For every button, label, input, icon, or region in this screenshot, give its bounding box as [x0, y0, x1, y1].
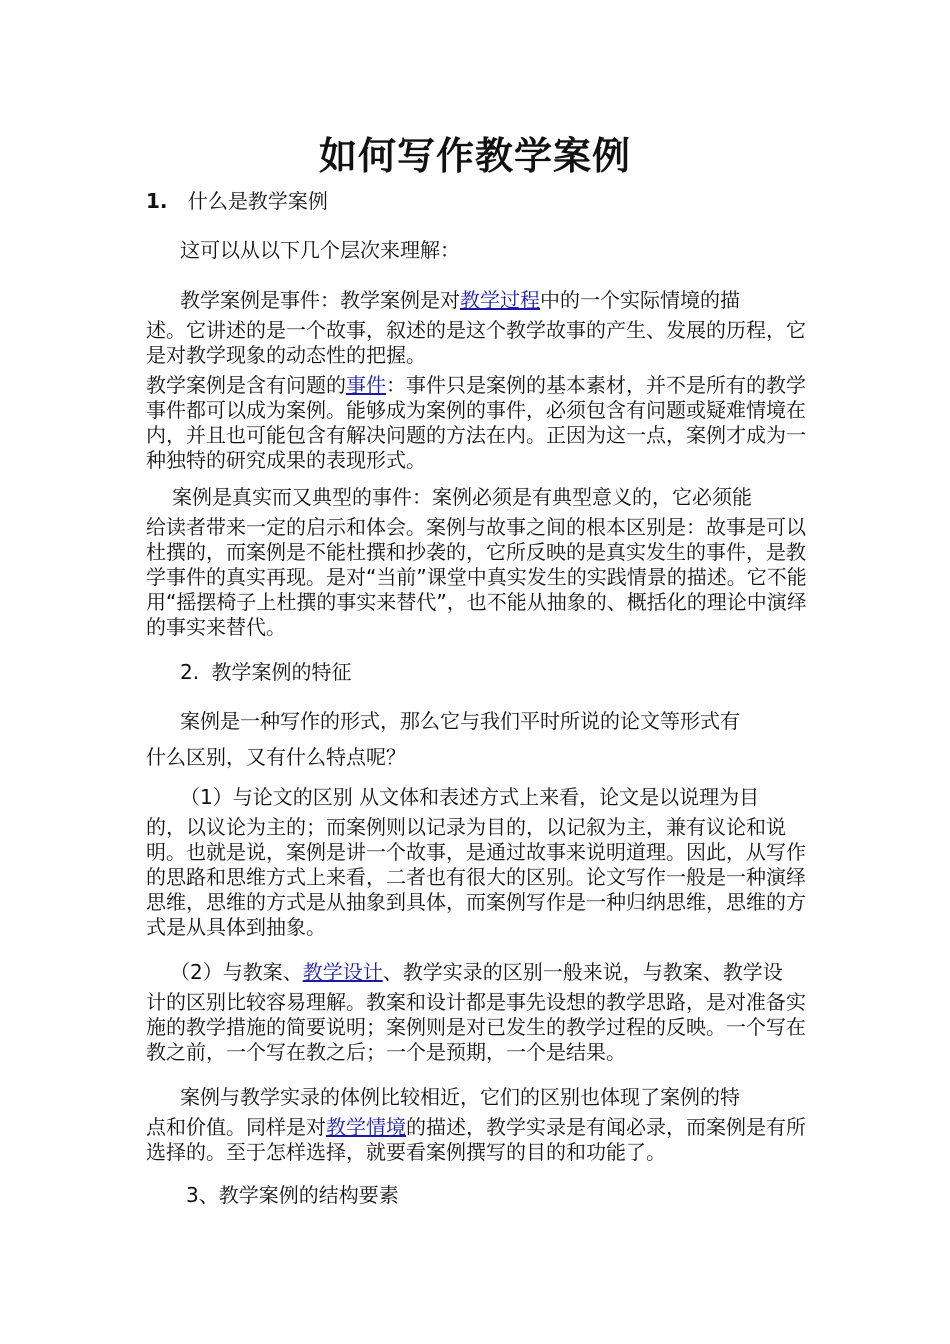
paragraph-thesis-body: 的，以议论为主的；而案例则以记录为目的，以记叙为主，兼有议论和说明。也就是说，案例是讲一个故事，是通过故事来说明道理。因此，从写作的思路和思维方式上来看，二者也有很大的区别。论文写作一般是一种演绎思维，思维的方式是从抽象到具体，而案例写作是一种归纳思维，思维的方式是从具体到抽象。: [146, 815, 806, 939]
paragraph-event-text: 教学案例是事件：教学案例是对: [180, 288, 460, 312]
paragraph-problem-text: 教学案例是含有问题的: [146, 373, 346, 397]
paragraph-real-typical: [146, 479, 808, 640]
paragraph-event-first-line: [146, 282, 808, 318]
paragraph-event-body: 述。它讲述的是一个故事，叙述的是这个教学故事的产生、发展的历程，它是对教学现象的动态性的把握。: [146, 318, 806, 367]
paragraph-design-first-line: [146, 954, 808, 990]
paragraph-vs-thesis: [146, 779, 808, 940]
paragraph-event-text-cont: 中的一个实际情境的描: [540, 288, 740, 312]
document-title: 如何写作教学案例: [318, 133, 631, 178]
paragraph-thesis-first-line: （1）与论文的区别 从文体和表述方式上来看，论文是以说理为目: [180, 785, 760, 809]
link-teaching-process[interactable]: 教学过程: [460, 288, 540, 312]
intro-paragraph: 这可以从以下几个层次来理解：: [180, 238, 460, 262]
paragraph-design-text-cont: 、教学实录的区别一般来说，与教案、教学设: [382, 960, 783, 984]
paragraph-real-body: 给读者带来一定的启示和体会。案例与故事之间的根本区别是：故事是可以杜撰的，而案例是不能杜撰和抄袭的，它所反映的是真实发生的事件，是教学事件的真实再现。是对“当前”课堂中真实发生的实践情景的描述。它不能用“摇摆椅子上杜撰的事实来替代”，也不能从抽象的、概括化的理论中演绎的事实来替代。: [146, 515, 807, 639]
paragraph-design-body: 计的区别比较容易理解。教案和设计都是事先设想的教学思路，是对准备实施的教学措施的简要说明；案例则是对已发生的教学过程的反映。一个写在教之前，一个写在教之后；一个是预期，一个是结果。: [146, 990, 806, 1064]
paragraph-form-first-line: 案例是一种写作的形式，那么它与我们平时所说的论文等形式有: [180, 709, 740, 733]
section-1-number: 1.: [146, 189, 168, 213]
link-event[interactable]: 事件: [346, 373, 386, 397]
paragraph-design-text: （2）与教案、: [170, 960, 303, 984]
link-teaching-situation[interactable]: 教学情境: [326, 1115, 406, 1139]
section-1-heading: [146, 186, 328, 216]
paragraph-record-first-line: 案例与教学实录的体例比较相近，它们的区别也体现了案例的特: [180, 1085, 740, 1109]
section-2-number: 2.: [180, 660, 200, 684]
paragraph-problem-text-cont: ：事件只是案例的基本素材，并不是所有的教学事件都可以成为案例。能够成为案例的事件，必须包含有问题或疑难情境在内，并且也可能包含有解决问题的方法在内。正因为这一点，案例才成为一种独特的研究成果的表现形式。: [146, 373, 806, 472]
paragraph-vs-record: [146, 1079, 808, 1165]
link-teaching-design[interactable]: 教学设计: [302, 960, 383, 984]
paragraph-record-text-cont: 的描述，教学实录是有闻必录，而案例是有所选择的。至于怎样选择，就要看案例撰写的目的和功能了。: [146, 1115, 806, 1164]
section-1-title: 什么是教学案例: [187, 189, 328, 213]
section-2-title: 教学案例的特征: [211, 660, 352, 684]
section-3-heading: 3、教学案例的结构要素: [186, 1183, 399, 1207]
paragraph-problem-event: [146, 373, 808, 473]
section-2-heading: [180, 657, 351, 687]
paragraph-real-first-line: 案例是真实而又典型的事件：案例必须是有典型意义的，它必须能: [172, 485, 752, 509]
paragraph-record-text: 点和价值。同样是对: [146, 1115, 326, 1139]
paragraph-vs-design: [146, 954, 808, 1065]
paragraph-form-second-line: 什么区别，又有什么特点呢？: [146, 745, 406, 769]
paragraph-writing-form: [146, 703, 808, 775]
paragraph-event: [146, 282, 808, 368]
